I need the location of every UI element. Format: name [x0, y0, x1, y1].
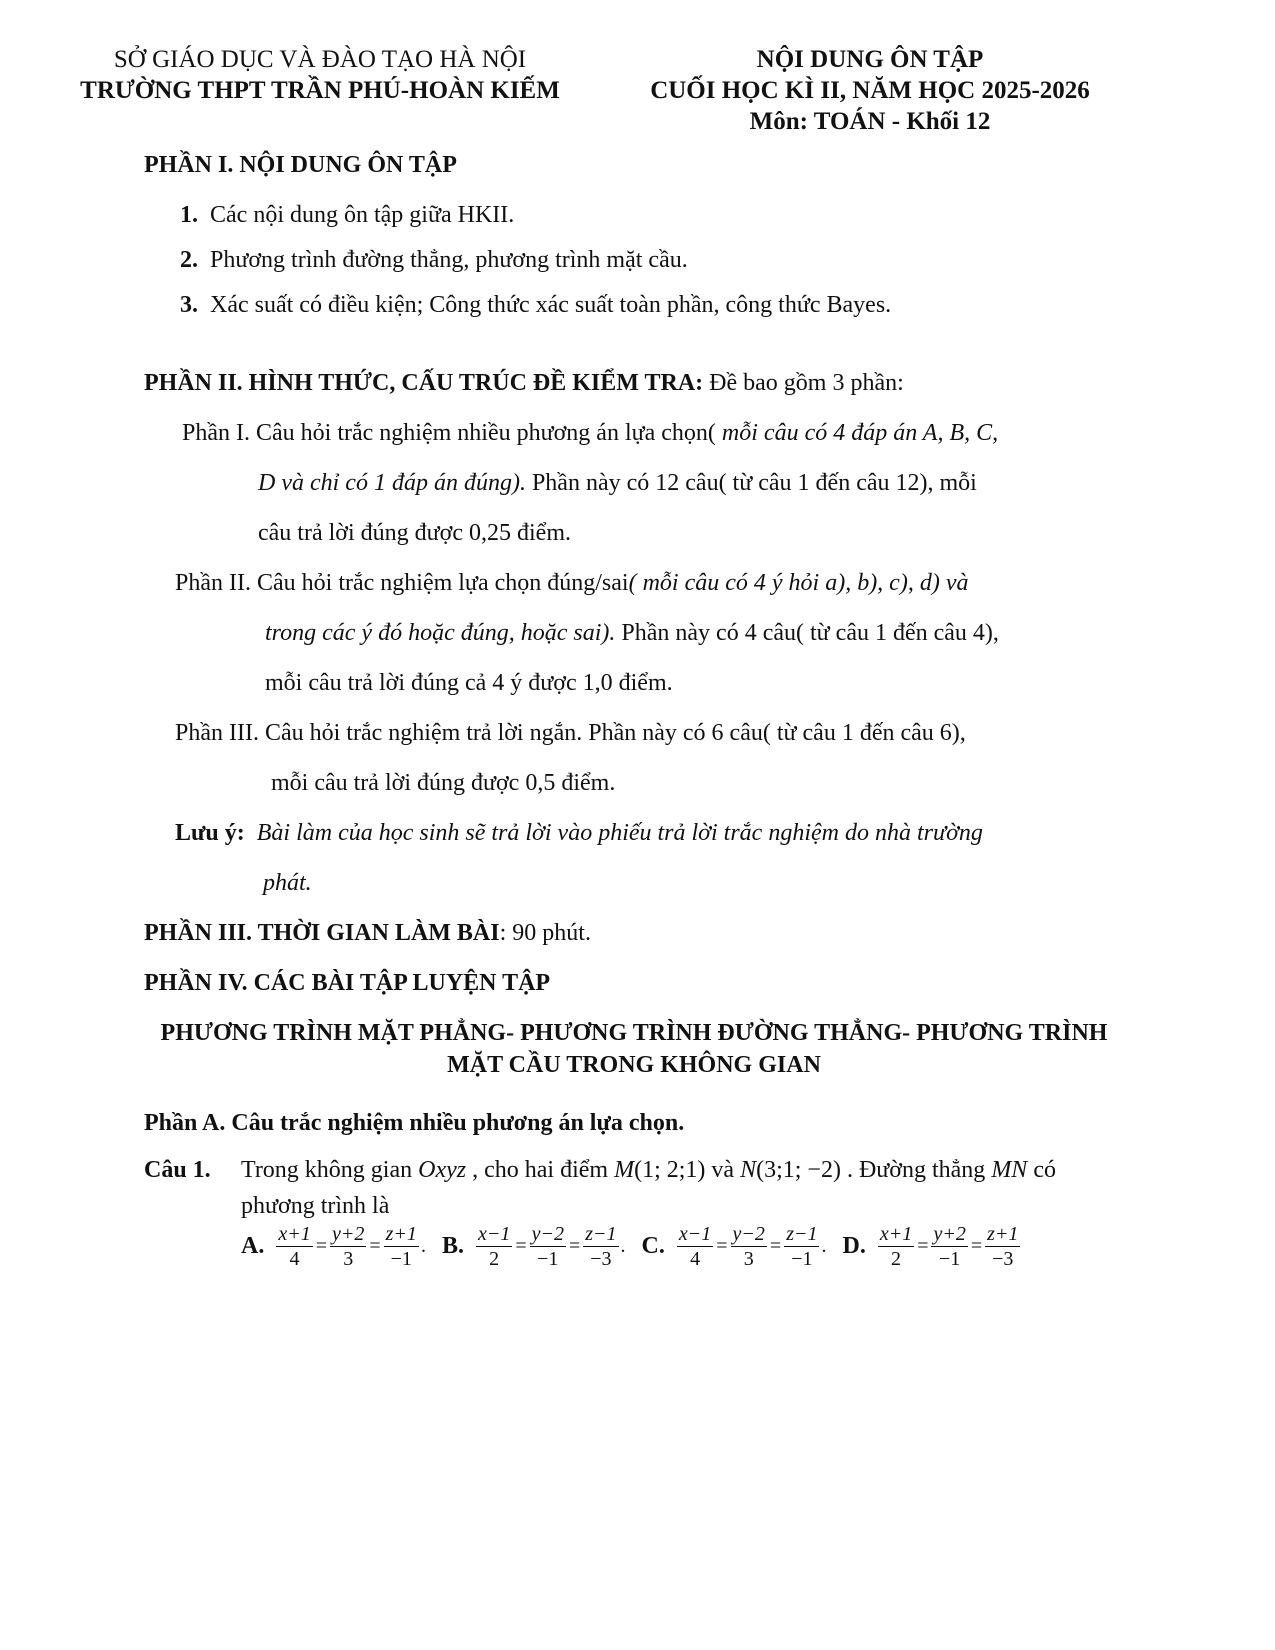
- fraction: [476, 1222, 512, 1271]
- denominator: −1: [390, 1248, 412, 1270]
- denominator: 2: [489, 1248, 500, 1270]
- denominator: −1: [791, 1248, 813, 1270]
- text-italic: mỗi câu có 4 đáp án A, B, C,: [715, 420, 999, 446]
- denominator: 4: [289, 1248, 300, 1270]
- option-c[interactable]: C. $\frac{x-1}{4}$ = $\frac{y-2}{3}$ = $\frac{z-1}{-1}$ .: [641, 1223, 827, 1270]
- numerator: x−1: [678, 1223, 712, 1245]
- numerator: x+1: [879, 1223, 913, 1245]
- part1-item-1: [180, 202, 514, 229]
- denominator: −1: [939, 1248, 961, 1270]
- fraction: [530, 1222, 566, 1271]
- part2-title: PHẦN II. HÌNH THỨC, CẤU TRÚC ĐỀ KIỂM TRA:: [144, 370, 704, 396]
- doc-subject: Môn: TOÁN - Khối 12: [749, 108, 991, 135]
- math-coords: (1; 2;1): [634, 1157, 706, 1183]
- part4-subtitle: [134, 1017, 1134, 1081]
- part2-title-tail: Đề bao gồm 3 phần:: [703, 370, 904, 396]
- note-label: Lưu ý:: [175, 820, 245, 846]
- option-label: B.: [441, 1233, 464, 1259]
- item-number: 2.: [180, 247, 198, 273]
- numerator: z+1: [385, 1223, 417, 1245]
- denominator: 2: [891, 1248, 902, 1270]
- fraction: [731, 1222, 767, 1271]
- option-b[interactable]: B. $\frac{x-1}{2}$ = $\frac{y-2}{-1}$ = $\frac{z-1}{-3}$ .: [441, 1223, 626, 1270]
- math-coords: (3;1; −2): [756, 1157, 841, 1183]
- part2-p2-line3: mỗi câu trả lời đúng cả 4 ý được 1,0 điểm.: [265, 670, 673, 696]
- option-a[interactable]: A. $\frac{x+1}{4}$ = $\frac{y+2}{3}$ = $\frac{z+1}{-1}$ .: [241, 1223, 426, 1270]
- part2-note-line2: phát.: [263, 870, 312, 896]
- item-number: 1.: [180, 202, 198, 228]
- text-italic: trong các ý đó hoặc đúng, hoặc sai).: [265, 620, 616, 646]
- part2-p3-line2: mỗi câu trả lời đúng được 0,5 điểm.: [271, 770, 616, 796]
- fraction: [985, 1222, 1020, 1271]
- numerator: y+2: [933, 1223, 966, 1245]
- numerator: y+2: [332, 1223, 365, 1245]
- subtitle-line: PHƯƠNG TRÌNH MẶT PHẲNG- PHƯƠNG TRÌNH ĐƯỜNG THẲNG- PHƯƠNG TRÌNH: [160, 1020, 1108, 1046]
- numerator: x−1: [477, 1223, 511, 1245]
- text: Phần này có 4 câu( từ câu 1 đến câu 4),: [615, 620, 999, 646]
- item-text: Xác suất có điều kiện; Công thức xác suất toàn phần, công thức Bayes.: [210, 292, 892, 318]
- denominator: −1: [537, 1248, 559, 1270]
- part1-item-2: [180, 247, 688, 274]
- text: Phần II. Câu hỏi trắc nghiệm lựa chọn đúng/sai: [175, 570, 629, 596]
- part2-p2-line2: [265, 620, 999, 647]
- text: Phần này có 12 câu( từ câu 1 đến câu 12), mỗi: [525, 470, 977, 496]
- denominator: −3: [590, 1248, 612, 1270]
- header-left: [70, 44, 570, 106]
- math-var: N: [740, 1157, 757, 1183]
- numerator: x+1: [278, 1223, 311, 1245]
- question-stem: [241, 1157, 1056, 1184]
- part1-title: PHẦN I. NỘI DUNG ÔN TẬP: [144, 152, 457, 178]
- text: có: [1027, 1157, 1056, 1183]
- answer-options: [241, 1222, 1022, 1271]
- item-text: Phương trình đường thẳng, phương trình mặt cầu.: [210, 247, 688, 273]
- part2-p1-line2: [258, 470, 977, 497]
- text-italic: ( mỗi câu có 4 ý hỏi a), b), c), d) và: [628, 570, 969, 596]
- denominator: 3: [343, 1248, 354, 1270]
- subtitle-line: MẶT CẦU TRONG KHÔNG GIAN: [447, 1052, 821, 1078]
- part3-title: PHẦN III. THỜI GIAN LÀM BÀI: [144, 920, 500, 946]
- item-number: 3.: [180, 292, 198, 318]
- option-label: D.: [842, 1233, 866, 1259]
- text: Trong không gian: [241, 1157, 419, 1183]
- header-right: [630, 44, 1110, 137]
- part2-note-line1: [175, 820, 983, 847]
- option-label: C.: [641, 1233, 665, 1259]
- option-d[interactable]: D. $\frac{x+1}{2}$ = $\frac{y+2}{-1}$ = $\frac{z+1}{-3}$: [842, 1223, 1019, 1270]
- math-var: MN: [991, 1157, 1028, 1183]
- question-stem-line2: phương trình là: [241, 1193, 390, 1219]
- fraction: [931, 1222, 967, 1271]
- question-label: Câu 1.: [144, 1157, 211, 1183]
- part2-p1-line1: [182, 420, 998, 447]
- school-name: TRƯỜNG THPT TRẦN PHÚ-HOÀN KIẾM: [80, 77, 560, 104]
- numerator: z−1: [585, 1223, 617, 1245]
- doc-term: CUỐI HỌC KÌ II, NĂM HỌC 2025-2026: [650, 77, 1090, 104]
- numerator: y−2: [531, 1223, 564, 1245]
- part1-item-3: [180, 292, 891, 319]
- department-name: SỞ GIÁO DỤC VÀ ĐÀO TẠO HÀ NỘI: [113, 46, 527, 73]
- part2-p2-line1: [175, 570, 968, 597]
- fraction: [276, 1222, 312, 1271]
- part2-heading: [144, 370, 904, 397]
- text: , cho hai điểm: [466, 1157, 615, 1183]
- text: Phần I. Câu hỏi trắc nghiệm nhiều phương án lựa chọn(: [182, 420, 716, 446]
- fraction: [784, 1222, 819, 1271]
- text: . Đường thẳng: [840, 1157, 992, 1183]
- math-var: M: [614, 1157, 635, 1183]
- fraction: [384, 1222, 419, 1271]
- fraction: [677, 1222, 713, 1271]
- numerator: z−1: [786, 1223, 818, 1245]
- part2-p3-line1: Phần III. Câu hỏi trắc nghiệm trả lời ngắn. Phần này có 6 câu( từ câu 1 đến câu 6),: [175, 720, 966, 746]
- fraction: [583, 1222, 618, 1271]
- denominator: −3: [992, 1248, 1014, 1270]
- option-label: A.: [241, 1233, 265, 1259]
- part3-heading: [144, 920, 591, 947]
- doc-title: NỘI DUNG ÔN TẬP: [756, 46, 984, 73]
- fraction: [878, 1222, 914, 1271]
- denominator: 4: [690, 1248, 701, 1270]
- fraction: [330, 1222, 366, 1271]
- text-italic: D và chỉ có 1 đáp án đúng).: [258, 470, 526, 496]
- text: và: [705, 1157, 741, 1183]
- math-var: Oxyz: [418, 1157, 467, 1183]
- numerator: y−2: [732, 1223, 765, 1245]
- note-text: Bài làm của học sinh sẽ trả lời vào phiếu trả lời trắc nghiệm do nhà trường: [256, 820, 983, 846]
- item-text: Các nội dung ôn tập giữa HKII.: [210, 202, 515, 228]
- part3-time: : 90 phút.: [499, 920, 591, 946]
- section-a-title: Phần A. Câu trắc nghiệm nhiều phương án lựa chọn.: [144, 1110, 685, 1136]
- denominator: 3: [743, 1248, 754, 1270]
- part4-title: PHẦN IV. CÁC BÀI TẬP LUYỆN TẬP: [144, 970, 551, 996]
- numerator: z+1: [987, 1223, 1019, 1245]
- part2-p1-line3: câu trả lời đúng được 0,25 điểm.: [258, 520, 571, 546]
